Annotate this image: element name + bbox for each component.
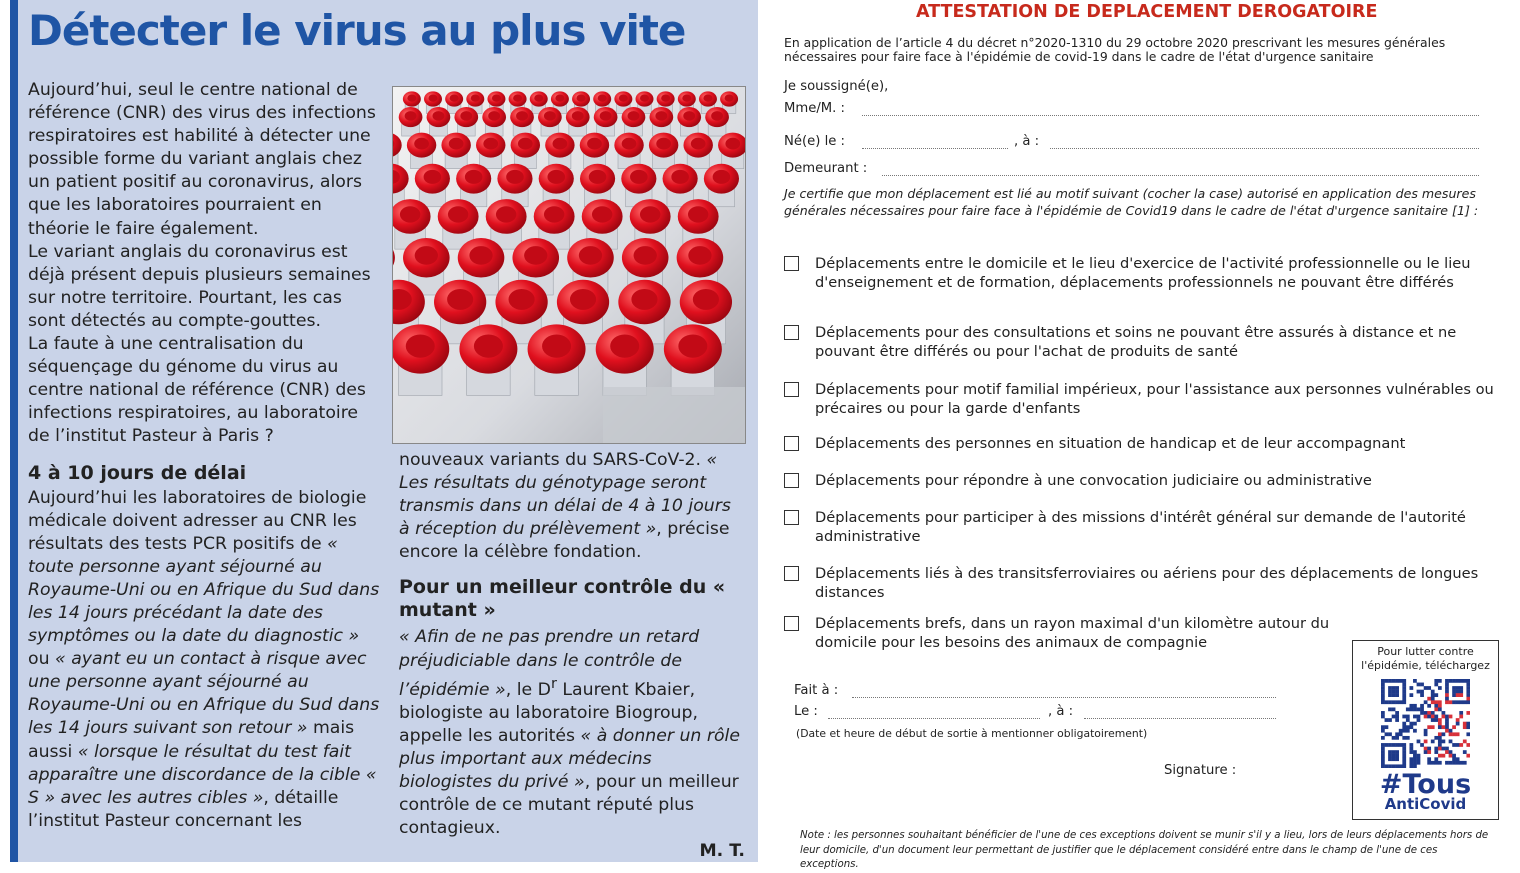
article-paragraph — [399, 626, 745, 840]
form-title: ATTESTATION DE DEPLACEMENT DEROGATOIRE — [916, 2, 1378, 22]
reason-checkbox[interactable] — [784, 325, 799, 340]
reason-label: Déplacements brefs, dans un rayon maximal d'un kilomètre autour du domicile pour les besoins des animaux de compagnie — [815, 615, 1330, 651]
qr-code-icon — [1381, 679, 1470, 768]
article-accent-bar — [10, 0, 18, 862]
reason-checkbox[interactable] — [784, 616, 799, 631]
reason-option-transit[interactable] — [784, 564, 1504, 602]
done-at-label: Fait à : — [794, 683, 839, 698]
done-at-field[interactable] — [852, 697, 1276, 698]
name-label: Mme/M. : — [784, 101, 845, 116]
article-headline: Détecter le virus au plus vite — [28, 6, 686, 55]
address-field[interactable] — [882, 175, 1479, 176]
attestation-form — [770, 0, 1520, 871]
article-column-left — [28, 79, 380, 833]
quote: « ayant eu un contact à risque avec une personne ayant séjourné au Royaume-Uni ou en Afrique du Sud dans les 14 jours suivant son retour » — [28, 649, 380, 739]
reason-option-work[interactable] — [784, 254, 1504, 292]
birthplace-label: , à : — [1014, 134, 1040, 149]
address-label: Demeurant : — [784, 161, 868, 176]
quote: « à donner un rôle plus important aux médecins biologistes du privé » — [399, 725, 740, 792]
date-label: Le : — [794, 704, 818, 719]
test-tubes-illustration — [393, 87, 745, 443]
signature-label: Signature : — [1164, 763, 1237, 778]
quote: « toute personne ayant séjourné au Royaume-Uni ou en Afrique du Sud dans les 14 jours précédant la date des symptômes ou la date du diagnostic » — [28, 533, 380, 647]
reason-checkbox[interactable] — [784, 436, 799, 451]
qr-caption: Pour lutter contre l'épidémie, téléchargez — [1361, 645, 1490, 672]
certification-text: Je certifie que mon déplacement est lié au motif suivant (cocher la case) autorisé en application des mesures générales nécessaires pour faire face à l'épidémie de Covid19 dans le cadre de l'état d'urgence sanitaire [1] : — [784, 186, 1479, 218]
author-signature: M. T. — [699, 841, 745, 862]
time-label: , à : — [1048, 704, 1074, 719]
tousanticovid-logo-sub: AntiCovid — [1384, 795, 1467, 813]
reason-label: Déplacements entre le domicile et le lieu d'exercice de l'activité professionnelle ou le lieu d'enseignement et de formation, déplacements professionnels ne pouvant être différés — [815, 255, 1471, 291]
reason-label: Déplacements pour participer à des missions d'intérêt général sur demande de l'autorité administrative — [815, 509, 1466, 545]
anticovid-promo — [1352, 640, 1499, 820]
article-subheading: 4 à 10 jours de délai — [28, 461, 247, 484]
paragraph-text: nouveaux variants du SARS-CoV-2. — [399, 450, 707, 470]
form-intro: En application de l’article 4 du décret n°2020-1310 du 29 octobre 2020 prescrivant les mesures générales nécessaires pour faire face à l'épidémie de covid-19 dans le cadre de l'état d'urgence sanitaire — [784, 35, 1446, 64]
paragraph-text: , pour un meilleur contrôle de ce mutant réputé plus contagieux. — [399, 771, 739, 838]
date-field[interactable] — [828, 718, 1040, 719]
article-paragraph: Aujourd’hui, seul le centre national de référence (CNR) des virus des infections respiratoires est habilité à détecter une possible forme du variant anglais chez un patient positif au coronavirus, alors que les laboratoires pourraient en théorie le faire également. — [28, 80, 376, 239]
superscript: r — [550, 675, 557, 692]
birthdate-field[interactable] — [862, 148, 1008, 149]
article-paragraph: Le variant anglais du coronavirus est déjà présent depuis plusieurs semaines sur notre territoire. Pourtant, les cas sont détectés au compte-gouttes. — [28, 241, 371, 331]
reason-label: Déplacements pour motif familial impérieux, pour l'assistance aux personnes vulnérables ou précaires ou pour la garde d'enfants — [815, 381, 1494, 417]
reason-option-handicap[interactable] — [784, 434, 1504, 453]
paragraph-text: mais aussi — [28, 718, 355, 762]
reason-checkbox[interactable] — [784, 473, 799, 488]
reason-checkbox[interactable] — [784, 566, 799, 581]
reason-checkbox[interactable] — [784, 256, 799, 271]
time-field[interactable] — [1084, 718, 1276, 719]
article-paragraph: La faute à une centralisation du séquençage du génome du virus au centre national de référence (CNR) des infections respiratoires, au laboratoire de l’institut Pasteur à Paris ? — [28, 334, 366, 447]
reason-label: Déplacements pour des consultations et soins ne pouvant être assurés à distance et ne pouvant être différés ou pour l'achat de produits de santé — [815, 324, 1457, 360]
birthplace-field[interactable] — [1050, 148, 1479, 149]
reason-checkbox[interactable] — [784, 382, 799, 397]
reason-option-judicial[interactable] — [784, 471, 1504, 490]
paragraph-text: Aujourd’hui les laboratoires de biologie médicale doivent adresser au CNR les résultats des tests PCR positifs de — [28, 487, 367, 554]
reason-checkbox[interactable] — [784, 510, 799, 525]
reason-option-mission[interactable] — [784, 508, 1504, 546]
paragraph-text: ou — [28, 649, 56, 670]
birthdate-label: Né(e) le : — [784, 134, 845, 149]
paragraph-text: , le D — [505, 679, 551, 700]
date-note: (Date et heure de début de sortie à mentionner obligatoirement) — [796, 727, 1148, 740]
test-tubes-photo — [392, 86, 746, 444]
reason-option-animals[interactable] — [784, 614, 1344, 652]
article-paragraph — [28, 487, 380, 833]
reason-option-family[interactable] — [784, 380, 1504, 418]
article-subheading: Pour un meilleur contrôle du « mutant » — [399, 576, 726, 622]
reason-label: Déplacements pour répondre à une convocation judiciaire ou administrative — [815, 472, 1372, 489]
reason-label: Déplacements liés à des transitsferroviaires ou aériens pour des déplacements de longues distances — [815, 565, 1479, 601]
quote: « lorsque le résultat du test fait apparaître une discordance de la cible « S » avec les autres cibles » — [28, 741, 377, 808]
paragraph-text: , détaille l’institut Pasteur concernant les — [28, 787, 339, 831]
footnote: Note : les personnes souhaitant bénéficier de l'une de ces exceptions doivent se munir s'il y a lieu, lors de leurs déplacements hors de leur domicile, d'un document leur permettant de justifier que le déplacement considéré entre dans le champ de l'une de ces exceptions. — [800, 830, 1489, 871]
name-field[interactable] — [862, 115, 1479, 116]
quote: « Les résultats du génotypage seront transmis dans un délai de 4 à 10 jours à réception du prélèvement » — [399, 450, 731, 540]
undersigned-label: Je soussigné(e), — [784, 79, 889, 94]
article-column-right — [399, 449, 745, 862]
paragraph-text: , précise encore la célèbre fondation. — [399, 519, 730, 563]
quote: « Afin de ne pas prendre un retard préjudiciable dans le contrôle de l’épidémie » — [399, 627, 700, 700]
article-paragraph — [399, 449, 745, 564]
tousanticovid-logo: #Tous — [1379, 769, 1472, 800]
reason-label: Déplacements des personnes en situation de handicap et de leur accompagnant — [815, 435, 1406, 452]
reason-option-health[interactable] — [784, 323, 1504, 361]
paragraph-text: Laurent Kbaier, biologiste au laboratoire Biogroup, appelle les autorités — [399, 679, 698, 746]
